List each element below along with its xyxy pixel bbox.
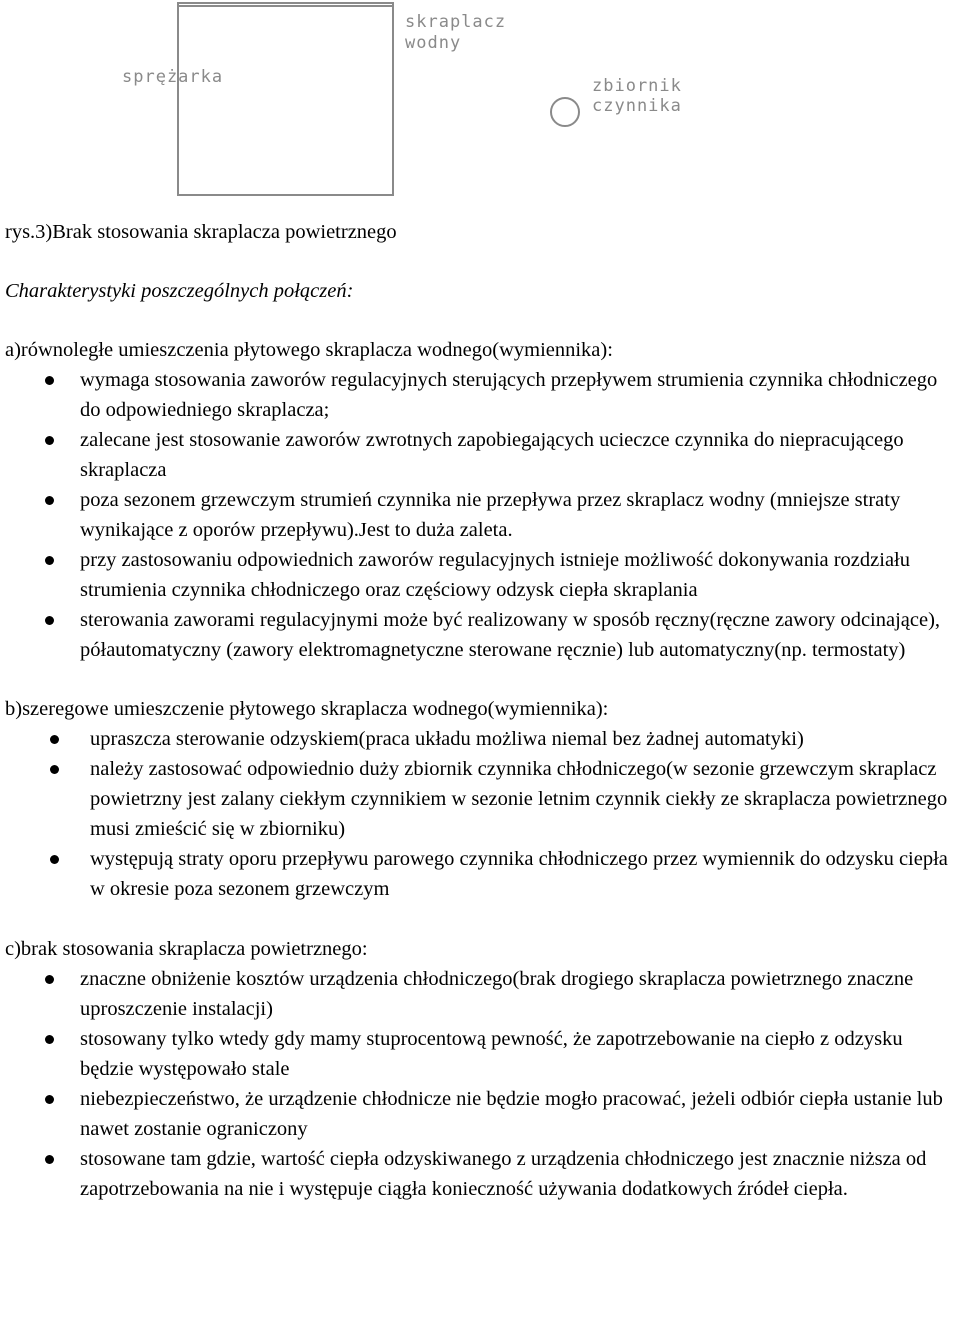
list-item-text: znaczne obniżenie kosztów urządzenia chłodniczego(brak drogiego skraplacza powietrznego znaczne uproszczenie instalacji) bbox=[80, 968, 914, 1020]
schematic-diagram bbox=[0, 0, 960, 200]
compressor-label: sprężarka bbox=[122, 67, 224, 87]
tank-label-line2: czynnika bbox=[592, 96, 682, 116]
list-item bbox=[0, 425, 960, 485]
list-item bbox=[0, 545, 960, 605]
list-item-text: występują straty oporu przepływu parowego czynnika chłodniczego przez wymiennik do odzysku ciepła w okresie poza sezonem grzewczym bbox=[90, 848, 948, 900]
list-item-text: poza sezonem grzewczym strumień czynnika nie przepływa przez skraplacz wodny (mniejsze straty wynikające z oporów przepływu).Jest to duża zaleta. bbox=[80, 489, 901, 541]
condenser-box bbox=[178, 3, 393, 195]
bullet-icon bbox=[45, 975, 54, 984]
bullet-icon bbox=[45, 556, 54, 565]
list-item-text: niebezpieczeństwo, że urządzenie chłodnicze nie będzie mogło pracować, jeżeli odbiór ciepła ustanie lub nawet zostanie ograniczony bbox=[80, 1088, 943, 1140]
tank-circle bbox=[551, 98, 579, 126]
list-item bbox=[0, 754, 960, 844]
tank-label-line1: zbiornik bbox=[592, 76, 682, 96]
list-item bbox=[0, 1084, 960, 1144]
section-a-list bbox=[0, 365, 960, 665]
list-item bbox=[0, 724, 960, 754]
list-item bbox=[0, 365, 960, 425]
condenser-label-line1: skraplacz bbox=[405, 12, 507, 32]
list-item-text: przy zastosowaniu odpowiednich zaworów regulacyjnych istnieje możliwość dokonywania rozdziału strumienia czynnika chłodniczego oraz częściowy odzysk ciepła skraplania bbox=[80, 549, 910, 601]
bullet-icon bbox=[45, 436, 54, 445]
section-b-list bbox=[0, 724, 960, 904]
list-item bbox=[0, 1144, 960, 1204]
bullet-icon bbox=[45, 1095, 54, 1104]
bullet-icon bbox=[45, 1155, 54, 1164]
list-item-text: zalecane jest stosowanie zaworów zwrotnych zapobiegających ucieczce czynnika do niepracującego skraplacza bbox=[80, 429, 904, 481]
list-item-text: upraszcza sterowanie odzyskiem(praca układu możliwa niemal bez żadnej automatyki) bbox=[90, 728, 804, 750]
bullet-icon bbox=[45, 496, 54, 505]
subheading: Charakterystyki poszczególnych połączeń: bbox=[5, 280, 354, 302]
section-c-list bbox=[0, 964, 960, 1204]
list-item-text: wymaga stosowania zaworów regulacyjnych sterujących przepływem strumienia czynnika chłodniczego do odpowiedniego skraplacza; bbox=[80, 369, 938, 421]
bullet-icon bbox=[50, 855, 59, 864]
list-item bbox=[0, 844, 960, 904]
bullet-icon bbox=[50, 765, 59, 774]
list-item-text: należy zastosować odpowiednio duży zbiornik czynnika chłodniczego(w sezonie grzewczym skraplacz powietrzny jest zalany ciekłym czynnikiem w sezonie letnim czynnik ciekły ze skraplacza powietrznego musi zmieścić się w zbiorniku) bbox=[90, 758, 948, 840]
section-a-title: a)równoległe umieszczenia płytowego skraplacza wodnego(wymiennika): bbox=[5, 339, 613, 361]
bullet-icon bbox=[45, 376, 54, 385]
list-item-text: stosowany tylko wtedy gdy mamy stuprocentową pewność, że zapotrzebowanie na ciepło z odzysku będzie występowało stale bbox=[80, 1028, 903, 1080]
section-b-title: b)szeregowe umieszczenie płytowego skraplacza wodnego(wymiennika): bbox=[5, 698, 609, 720]
list-item-text: sterowania zaworami regulacyjnymi może być realizowany w sposób ręczny(ręczne zawory odcinające), półautomatyczny (zawory elektromagnetyczne sterowane ręcznie) lub automatyczny(np. termostaty) bbox=[80, 609, 941, 661]
bullet-icon bbox=[45, 616, 54, 625]
condenser-label-line2: wodny bbox=[405, 33, 462, 53]
list-item bbox=[0, 605, 960, 665]
document-body bbox=[0, 217, 960, 1204]
list-item-text: stosowane tam gdzie, wartość ciepła odzyskiwanego z urządzenia chłodniczego jest znacznie niższa od zapotrzebowania na nie i występuje ciągła konieczność używania dodatkowych źródeł ciepła. bbox=[80, 1148, 927, 1200]
bullet-icon bbox=[45, 1035, 54, 1044]
list-item bbox=[0, 964, 960, 1024]
figure-caption: rys.3)Brak stosowania skraplacza powietrznego bbox=[5, 221, 397, 243]
bullet-icon bbox=[50, 735, 59, 744]
schematic-svg bbox=[0, 0, 960, 200]
section-c-title: c)brak stosowania skraplacza powietrznego: bbox=[5, 938, 368, 960]
list-item bbox=[0, 485, 960, 545]
list-item bbox=[0, 1024, 960, 1084]
